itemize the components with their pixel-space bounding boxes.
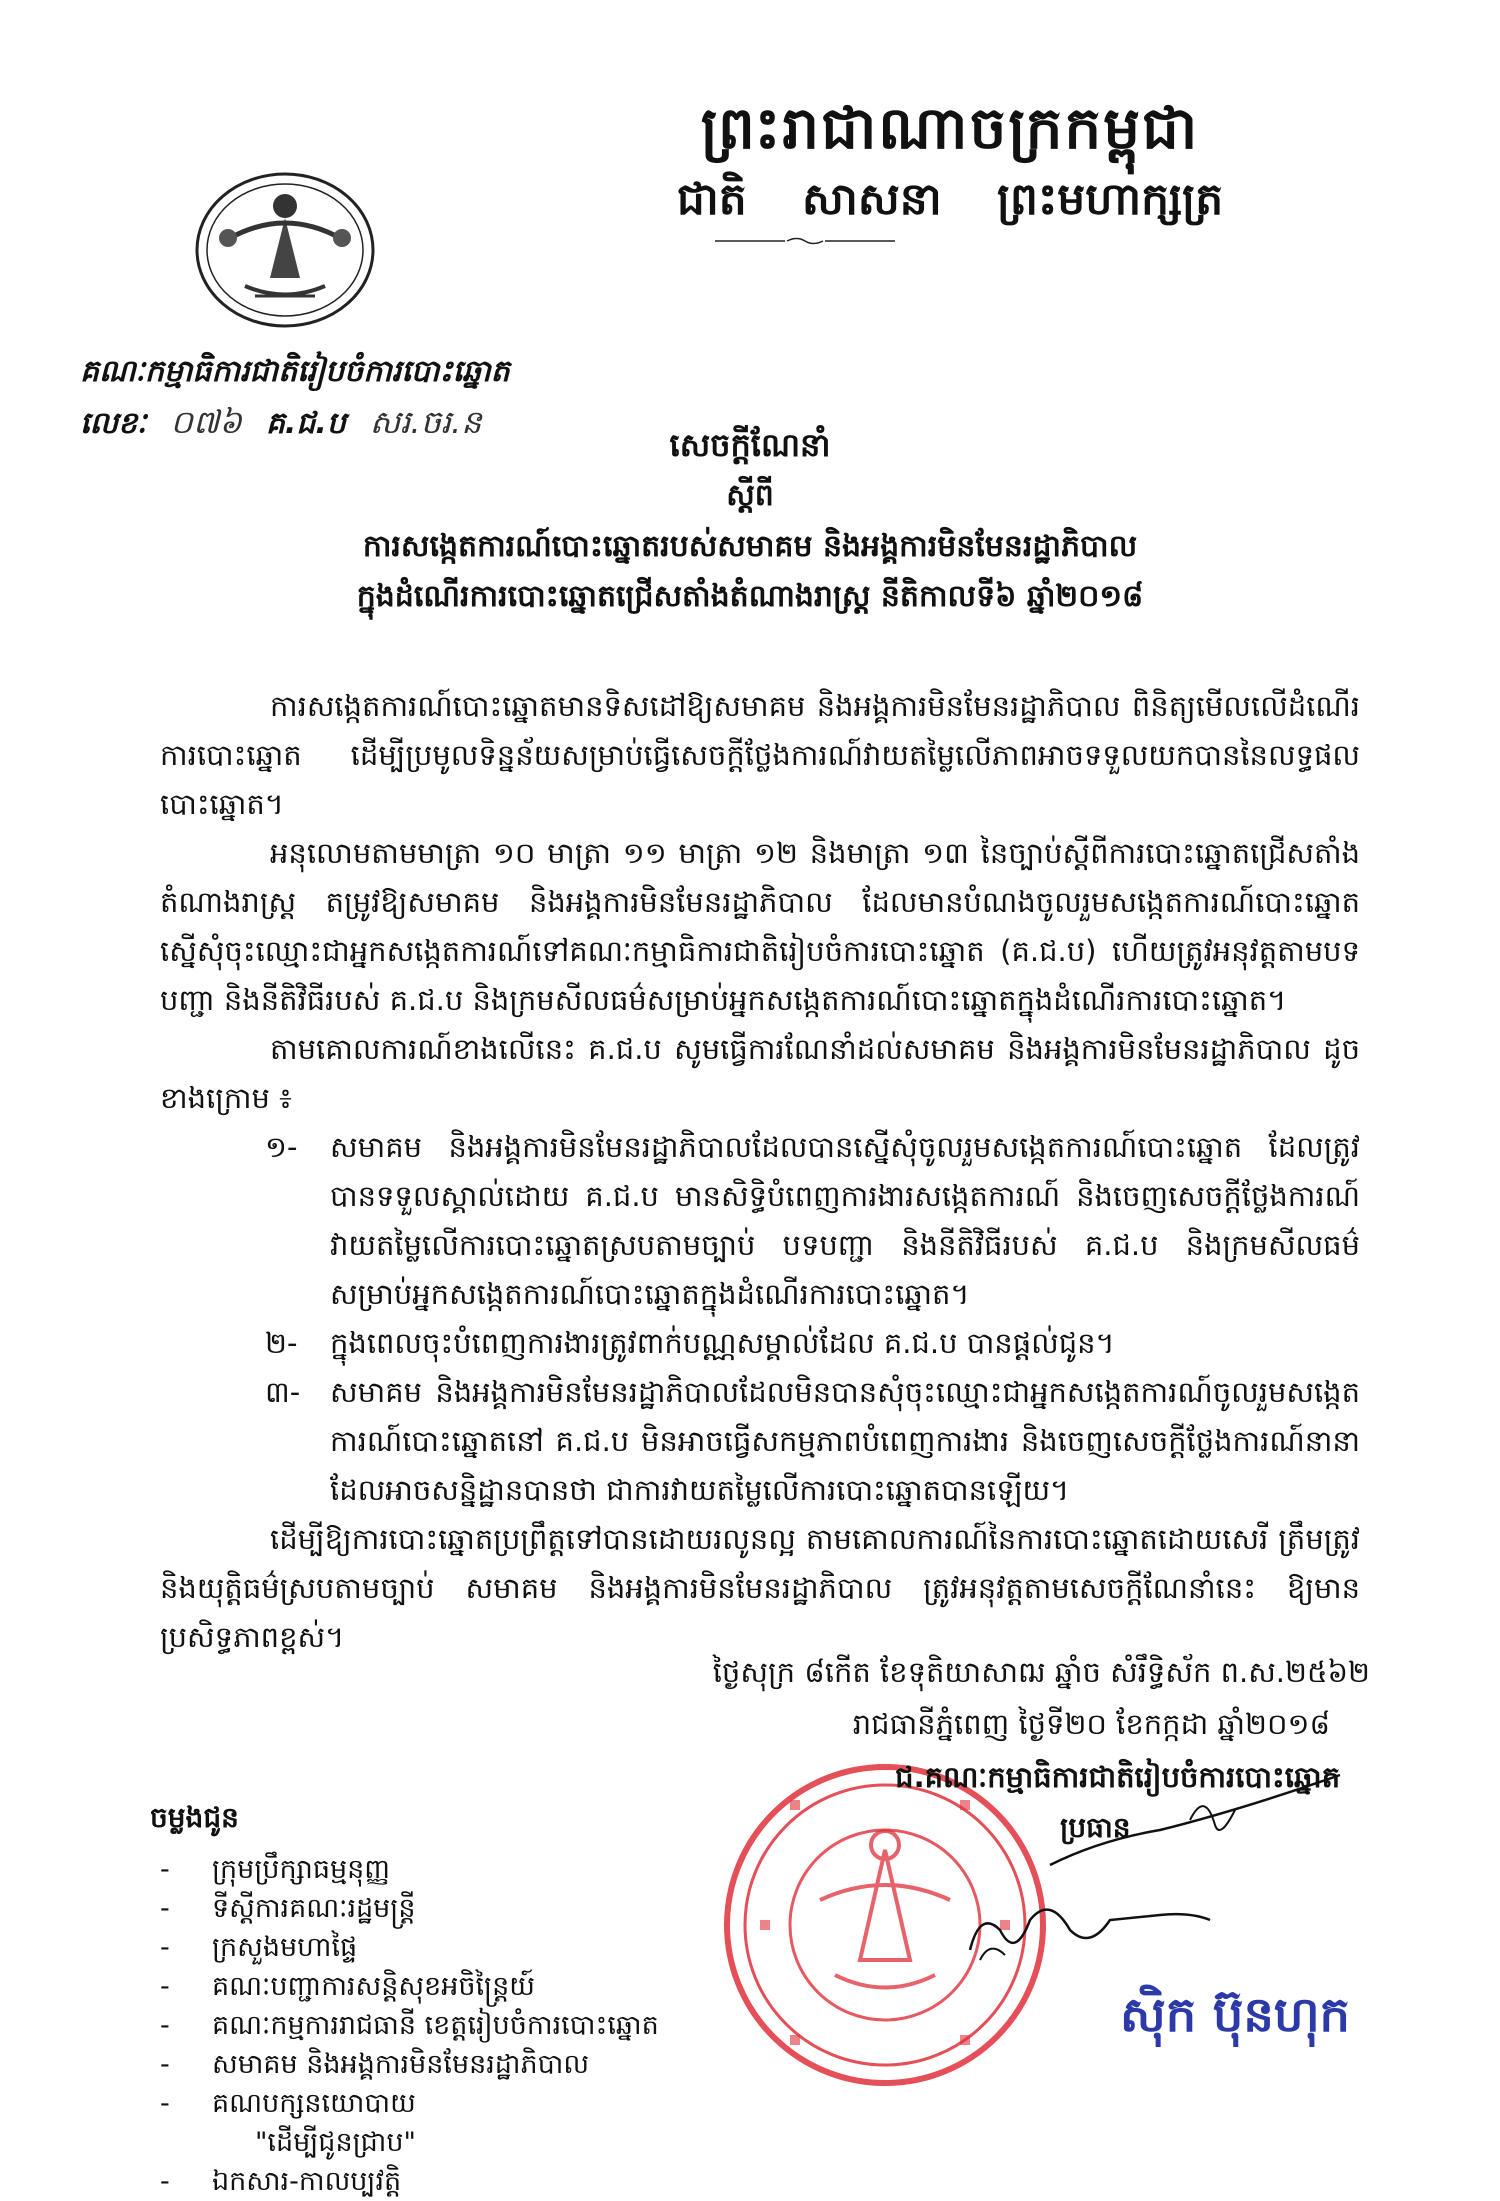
- item-number: ៣-: [265, 1375, 301, 1409]
- committee-emblem: [190, 168, 380, 328]
- paragraph-4: ដើម្បីឱ្យការបោះឆ្នោតប្រព្រឹត្តទៅបានដោយរលូនល្អ តាមគោលការណ៍នៃការបោះឆ្នោតដោយសេរី ត្រឹមត្រូវ និងយុត្តិធម៌ស្របតាមច្បាប់ សមាគម និងអង្គការមិនមែនរដ្ឋាភិបាល ត្រូវអនុវត្តតាមសេចក្តីណែនាំនេះ ឱ្យមានប្រសិទ្ធភាពខ្ពស់។: [160, 1522, 1360, 1654]
- cc-item: - ក្រសួងមហាផ្ទៃ: [160, 1928, 720, 1967]
- document-subject: [180, 522, 1320, 622]
- list-item: [160, 1123, 1360, 1319]
- paragraph-3: តាមគោលការណ៍ខាងលើនេះ គ.ជ.ប សូមធ្វើការណែនាំដល់សមាគម និងអង្គការមិនមែនរដ្ឋាភិបាល ដូចខាងក្រោម ៖: [160, 1032, 1360, 1115]
- paragraph-2: អនុលោមតាមមាត្រា ១០ មាត្រា ១១ មាត្រា ១២ និងមាត្រា ១៣ នៃច្បាប់ស្តីពីការបោះឆ្នោតជ្រើសតាំងតំណាងរាស្ត្រ តម្រូវឱ្យសមាគម និងអង្គការមិនមែនរដ្ឋាភិបាល ដែលមានបំណងចូលរួមសង្កេតការណ៍បោះឆ្នោត ស្នើសុំចុះឈ្មោះជាអ្នកសង្កេតការណ៍ទៅគណៈកម្មាធិការជាតិរៀបចំការបោះឆ្នោត (គ.ជ.ប) ហើយត្រូវអនុវត្តតាមបទបញ្ជា និងនីតិវិធីរបស់ គ.ជ.ប និងក្រមសីលធម៌សម្រាប់អ្នកសង្កេតការណ៍បោះឆ្នោតក្នុងដំណើរការបោះឆ្នោត។: [160, 836, 1360, 1017]
- national-motto: ជាតិ សាសនា ព្រះមហាក្សត្រ: [676, 174, 1224, 225]
- paragraph-1: ការសង្កេតការណ៍បោះឆ្នោតមានទិសដៅឱ្យសមាគម និងអង្គការមិនមែនរដ្ឋាភិបាល ពិនិត្យមើលលើដំណើរការបោះឆ្នោត ដើម្បីប្រមូលទិន្នន័យសម្រាប់ធ្វើសេចក្តីថ្លែងការណ៍វាយតម្លៃលើភាពអាចទទួលយកបាននៃលទ្ធផលបោះឆ្នោត។: [160, 689, 1360, 821]
- kingdom-heading: ព្រះរាជាណាចក្រកម្ពុជា: [700, 94, 1200, 162]
- item-number: ២-: [265, 1326, 298, 1360]
- reference-suffix: សរ.ចរ.ន: [369, 403, 482, 441]
- cc-title: ចម្លងជូន: [150, 1801, 239, 1834]
- cc-item: - ទីស្តីការគណៈរដ្ឋមន្ត្រី: [160, 1889, 720, 1928]
- item-number: ១-: [265, 1130, 298, 1164]
- cc-item: - សមាគម និងអង្គការមិនមែនរដ្ឋាភិបាល: [160, 2045, 720, 2084]
- cc-item: - គណៈកម្មការរាជធានី ខេត្តរៀបចំការបោះឆ្នោត: [160, 2006, 720, 2045]
- initial-signature: [1040, 1770, 1360, 1880]
- cc-list: [160, 1850, 720, 2201]
- item-text: សមាគម និងអង្គការមិនមែនរដ្ឋាភិបាលដែលមិនបានសុំចុះឈ្មោះជាអ្នកសង្កេតការណ៍ចូលរួមសង្កេតការណ៍បោះឆ្នោតនៅ គ.ជ.ប មិនអាចធ្វើសកម្មភាពបំពេញការងារ និងចេញសេចក្តីថ្លែងការណ៍នានា ដែលអាចសន្និដ្ឋានបានថា ជាការវាយតម្លៃលើការបោះឆ្នោតបានឡើយ។: [330, 1375, 1360, 1507]
- list-item: [160, 1368, 1360, 1515]
- issuing-organization: គណៈកម្មាធិការជាតិរៀបចំការបោះឆ្នោត: [80, 354, 510, 389]
- cc-item: - គណបក្សនយោបាយ: [160, 2084, 720, 2123]
- document-body: [160, 682, 1360, 1662]
- subject-line-2: ក្នុងដំណើរការបោះឆ្នោតជ្រើសតាំងតំណាងរាស្ត្រ នីតិកាលទី៦ ឆ្នាំ២០១៨: [356, 579, 1144, 614]
- ornament-divider: [715, 236, 895, 246]
- signer-position: ប្រធាន: [1060, 1811, 1131, 1844]
- cc-item: - ក្រុមប្រឹក្សាធម្មនុញ្ញ: [160, 1850, 720, 1889]
- solar-date: រាជធានីភ្នំពេញ ថ្ងៃទី២០ ខែកក្កដា ឆ្នាំ២០១៨: [852, 1707, 1330, 1741]
- lunar-date: ថ្ងៃសុក្រ ៨កើត ខែទុតិយាសាឍ ឆ្នាំច សំរឹទ្ធិស័ក ព.ស.២៥៦២: [712, 1655, 1370, 1689]
- item-text: ក្នុងពេលចុះបំពេញការងារត្រូវពាក់បណ្ណសម្គាល់ដែល គ.ជ.ប បានផ្តល់ជូន។: [330, 1326, 1115, 1360]
- cc-note: "ដើម្បីជូនជ្រាប": [255, 2127, 416, 2158]
- item-text: សមាគម និងអង្គការមិនមែនរដ្ឋាភិបាលដែលបានស្នើសុំចូលរួមសង្កេតការណ៍បោះឆ្នោត ដែលត្រូវបានទទួលស្គាល់ដោយ គ.ជ.ប មានសិទ្ធិបំពេញការងារសង្កេតការណ៍ និងចេញសេចក្តីថ្លែងការណ៍វាយតម្លៃលើការបោះឆ្នោតស្របតាមច្បាប់ បទបញ្ជា និងនីតិវិធីរបស់ គ.ជ.ប និងក្រមសីលធម៌សម្រាប់អ្នកសង្កេតការណ៍បោះឆ្នោតក្នុងដំណើរការបោះឆ្នោត។: [330, 1130, 1360, 1311]
- list-item: [160, 1319, 1360, 1368]
- subject-line-1: ការសង្កេតការណ៍បោះឆ្នោតរបស់សមាគម និងអង្គការមិនមែនរដ្ឋាភិបាល: [362, 529, 1138, 564]
- signer-name: ស៊ិក ប៊ុនហុក: [1120, 1987, 1350, 2043]
- instruction-list: [160, 1123, 1360, 1515]
- on-behalf-of: ជ.គណៈកម្មាធិការជាតិរៀបចំការបោះឆ្នោត: [895, 1760, 1340, 1794]
- reference-number-value: ០៧៦: [170, 403, 242, 441]
- document-about: ស្តីពី: [726, 478, 774, 513]
- reference-code: គ.ជ.ប: [265, 406, 346, 441]
- cc-item: - ឯកសារ-កាលប្បវត្តិ: [160, 2162, 720, 2201]
- cc-item: - គណៈបញ្ជាការសន្តិសុខអចិន្ត្រៃយ៍: [160, 1967, 720, 2006]
- reference-label: លេខៈ: [80, 406, 147, 441]
- document-title: សេចក្តីណែនាំ: [669, 426, 831, 464]
- handwritten-signature: [960, 1890, 1220, 1970]
